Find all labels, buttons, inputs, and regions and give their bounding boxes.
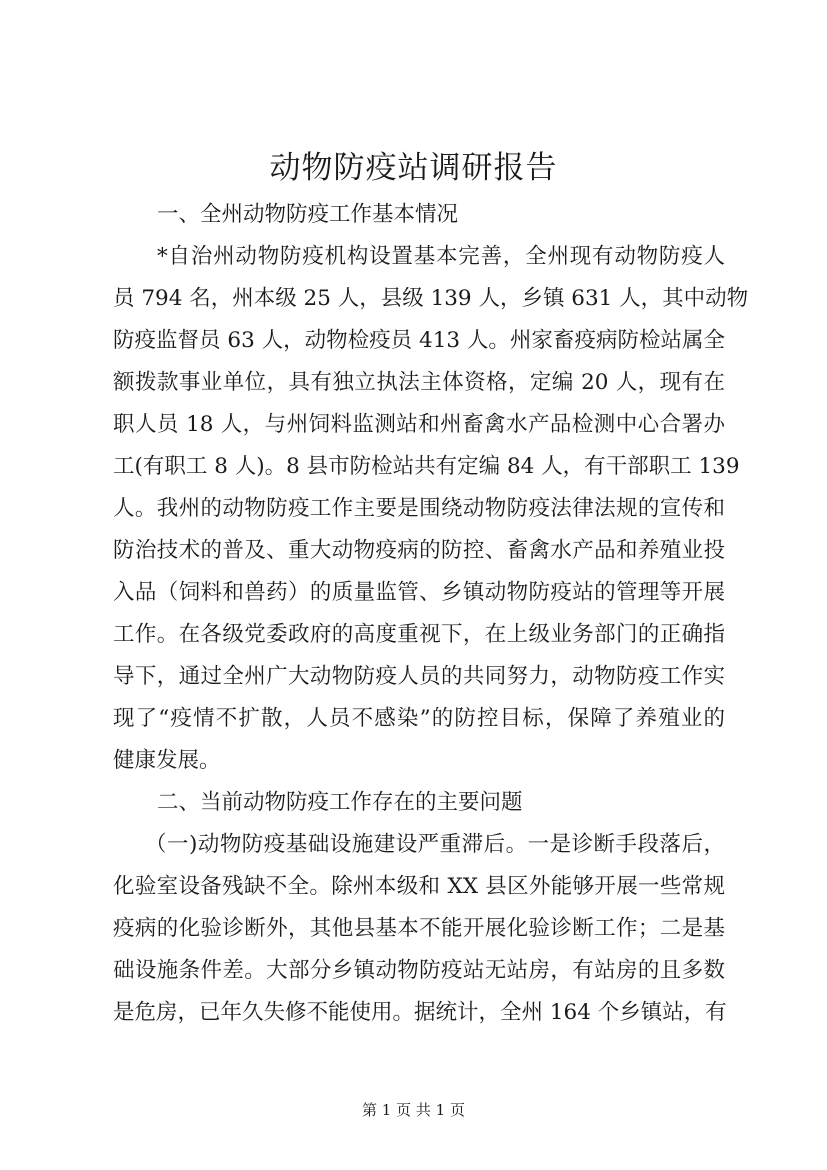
paragraph-line: 工(有职工 8 人)。8 县市防检站共有定编 84 人，有干部职工 139 [113,454,740,479]
paragraph-line: 础设施条件差。大部分乡镇动物防疫站无站房，有站房的且多数 [113,958,725,983]
paragraph-line: 防治技术的普及、重大动物疫病的防控、畜禽水产品和养殖业投 [113,538,725,563]
document-title: 动物防疫站调研报告 [269,150,558,186]
paragraph-line: *自治州动物防疫机构设置基本完善，全州现有动物防疫人 [157,244,725,269]
paragraph-line: （一)动物防疫基础设施建设严重滞后。一是诊断手段落后， [145,832,725,857]
paragraph-line: 疫病的化验诊断外，其他县基本不能开展化验诊断工作；二是基 [113,916,725,941]
paragraph-line: 员 794 名，州本级 25 人，县级 139 人，乡镇 631 人，其中动物 [113,286,749,311]
paragraph-line: 入品（饲料和兽药）的质量监管、乡镇动物防疫站的管理等开展 [113,580,725,605]
section-heading-2: 二、当前动物防疫工作存在的主要问题 [157,790,523,815]
paragraph-line: 工作。在各级党委政府的高度重视下，在上级业务部门的正确指 [113,622,725,647]
paragraph-line: 化验室设备残缺不全。除州本级和 XX 县区外能够开展一些常规 [113,874,725,899]
paragraph-line: 现了“疫情不扩散，人员不感染”的防控目标，保障了养殖业的 [113,706,725,731]
page-number: 第 1 页 共 1 页 [362,1101,465,1119]
paragraph-line: 额拨款事业单位，具有独立执法主体资格，定编 20 人，现有在 [113,370,725,395]
paragraph-line: 导下，通过全州广大动物防疫人员的共同努力，动物防疫工作实 [113,664,725,689]
paragraph-line: 是危房，已年久失修不能使用。据统计，全州 164 个乡镇站，有 [113,1000,727,1025]
paragraph-line: 人。我州的动物防疫工作主要是围绕动物防疫法律法规的宣传和 [113,496,725,521]
paragraph-line: 职人员 18 人，与州饲料监测站和州畜禽水产品检测中心合署办 [113,412,725,437]
section-heading-1: 一、全州动物防疫工作基本情况 [157,202,459,227]
paragraph-line: 防疫监督员 63 人，动物检疫员 413 人。州家畜疫病防检站属全 [113,328,725,353]
paragraph-line: 健康发展。 [113,748,221,773]
